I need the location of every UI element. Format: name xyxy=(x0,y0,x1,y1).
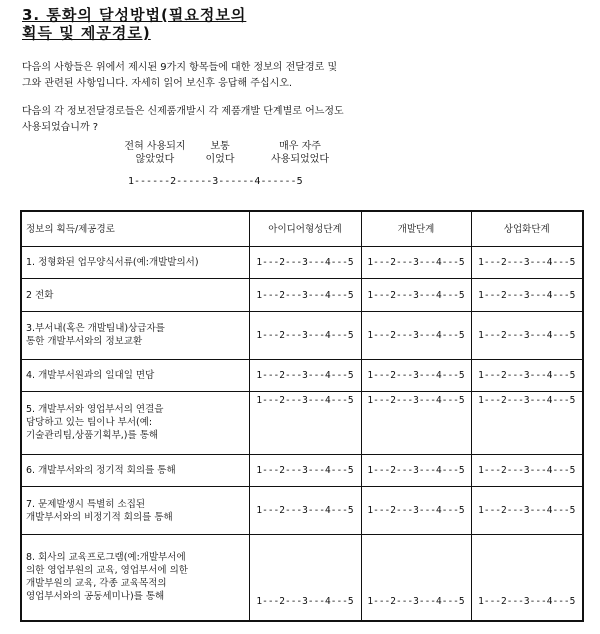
channel-item-line: 3.부서내(혹은 개발팀내)상급자를 xyxy=(26,323,165,335)
channel-item xyxy=(21,359,249,391)
channel-item xyxy=(21,392,249,455)
channel-item xyxy=(21,454,249,486)
rating-scale-dev[interactable]: 1---2---3---4---5 xyxy=(361,534,471,621)
scale-label-high-line-2: 사용되었었다 xyxy=(271,154,329,165)
rating-scale-dev[interactable]: 1---2---3---4---5 xyxy=(361,487,471,535)
scale-label-low-line-2: 않았었다 xyxy=(135,154,175,165)
rating-scale-dev[interactable]: 1---2---3---4---5 xyxy=(361,454,471,486)
rating-scale-idea[interactable]: 1---2---3---4---5 xyxy=(249,359,361,391)
scale-numbers: 1------2------3------4------5 xyxy=(128,176,303,187)
rating-scale-commercial[interactable]: 1---2---3---4---5 xyxy=(471,359,583,391)
rating-scale-idea[interactable]: 1---2---3---4---5 xyxy=(249,247,361,279)
rating-scale-commercial[interactable]: 1---2---3---4---5 xyxy=(471,311,583,359)
channel-item xyxy=(21,487,249,535)
table-row xyxy=(21,392,583,455)
header-channel: 정보의 획득/제공경로 xyxy=(21,211,249,247)
section-title xyxy=(22,6,582,42)
table-row xyxy=(21,454,583,486)
channel-usage-table xyxy=(20,210,584,622)
channel-item-line: 개발부원의 교육, 각종 교육목적의 xyxy=(26,578,167,590)
rating-scale-dev[interactable]: 1---2---3---4---5 xyxy=(361,247,471,279)
rating-scale-idea[interactable]: 1---2---3---4---5 xyxy=(249,279,361,311)
channel-item xyxy=(21,311,249,359)
table-row xyxy=(21,247,583,279)
rating-scale-commercial[interactable]: 1---2---3---4---5 xyxy=(471,247,583,279)
table-header-row xyxy=(21,211,583,247)
scale-label-high xyxy=(245,140,355,166)
section-title-line-1: 3. 통화의 달성방법(필요정보의 xyxy=(22,6,247,24)
channel-item-line: 6. 개발부서와의 정기적 회의를 통해 xyxy=(26,465,176,477)
rating-scale-dev[interactable]: 1---2---3---4---5 xyxy=(361,359,471,391)
channel-item-line: 8. 회사의 교육프로그램(예:개발부서에 xyxy=(26,552,186,564)
channel-item-line: 의한 영업부원의 교육, 영업부서에 의한 xyxy=(26,565,188,577)
channel-item xyxy=(21,247,249,279)
rating-scale-commercial[interactable]: 1---2---3---4---5 xyxy=(471,454,583,486)
scale-label-high-line-1: 매우 자주 xyxy=(279,141,321,152)
header-development-stage: 개발단계 xyxy=(361,211,471,247)
scale-label-low-line-1: 전혀 사용되지 xyxy=(124,141,186,152)
channel-item-line: 담당하고 있는 팀이나 부서(예: xyxy=(26,417,153,429)
intro-paragraph xyxy=(22,60,582,92)
section-title-line-2: 획득 및 제공경로) xyxy=(22,24,151,42)
scale-legend xyxy=(0,140,600,176)
channel-item-line: 영업부서와의 공동세미나)를 통해 xyxy=(26,591,165,603)
scale-label-mid-line-1: 보통 xyxy=(210,141,230,152)
header-idea-stage: 아이디어형성단계 xyxy=(249,211,361,247)
table-row xyxy=(21,359,583,391)
channel-item-line: 개발부서와의 비정기적 회의를 통해 xyxy=(26,511,173,523)
rating-scale-idea[interactable]: 1---2---3---4---5 xyxy=(249,487,361,535)
question-line-1: 다음의 각 정보전달경로들은 신제품개발시 각 제품개발 단계별로 어느정도 xyxy=(22,106,344,117)
question-paragraph xyxy=(22,104,582,136)
rating-scale-commercial[interactable]: 1---2---3---4---5 xyxy=(471,487,583,535)
channel-item-line: 4. 개발부서원과의 일대일 면담 xyxy=(26,369,155,381)
scale-label-mid-line-2: 이었다 xyxy=(205,154,235,165)
header-commercialization-stage: 상업화단계 xyxy=(471,211,583,247)
channel-item-line: 기술관리팀,상품기획부,)를 통해 xyxy=(26,430,159,442)
question-line-2: 사용되었습니까 ? xyxy=(22,122,99,133)
rating-scale-commercial[interactable]: 1---2---3---4---5 xyxy=(471,279,583,311)
channel-item-line: 5. 개발부서와 영업부서의 연결을 xyxy=(26,404,164,416)
table-row xyxy=(21,487,583,535)
rating-scale-commercial[interactable]: 1---2---3---4---5 xyxy=(471,534,583,621)
rating-scale-idea[interactable]: 1---2---3---4---5 xyxy=(249,392,361,455)
rating-scale-dev[interactable]: 1---2---3---4---5 xyxy=(361,279,471,311)
channel-item xyxy=(21,534,249,621)
channel-item-line: 7. 문제발생시 특별히 소집된 xyxy=(26,498,146,510)
rating-scale-idea[interactable]: 1---2---3---4---5 xyxy=(249,454,361,486)
scale-label-mid xyxy=(190,140,250,166)
rating-scale-idea[interactable]: 1---2---3---4---5 xyxy=(249,534,361,621)
table-row xyxy=(21,311,583,359)
intro-line-1: 다음의 사항들은 위에서 제시된 9가지 항목들에 대한 정보의 전달경로 및 xyxy=(22,62,338,73)
rating-scale-commercial[interactable]: 1---2---3---4---5 xyxy=(471,392,583,455)
table-row xyxy=(21,279,583,311)
channel-item-line: 2 전화 xyxy=(26,289,54,301)
intro-line-2: 그와 관련된 사항입니다. 자세히 읽어 보신후 응답해 주십시오. xyxy=(22,78,293,89)
channel-item xyxy=(21,279,249,311)
rating-scale-dev[interactable]: 1---2---3---4---5 xyxy=(361,392,471,455)
rating-scale-dev[interactable]: 1---2---3---4---5 xyxy=(361,311,471,359)
channel-item-line: 통한 개발부서와의 정보교환 xyxy=(26,336,143,348)
table-row xyxy=(21,534,583,621)
channel-item-line: 1. 정형화된 업무양식서류(예:개발발의서) xyxy=(26,257,199,269)
rating-scale-idea[interactable]: 1---2---3---4---5 xyxy=(249,311,361,359)
